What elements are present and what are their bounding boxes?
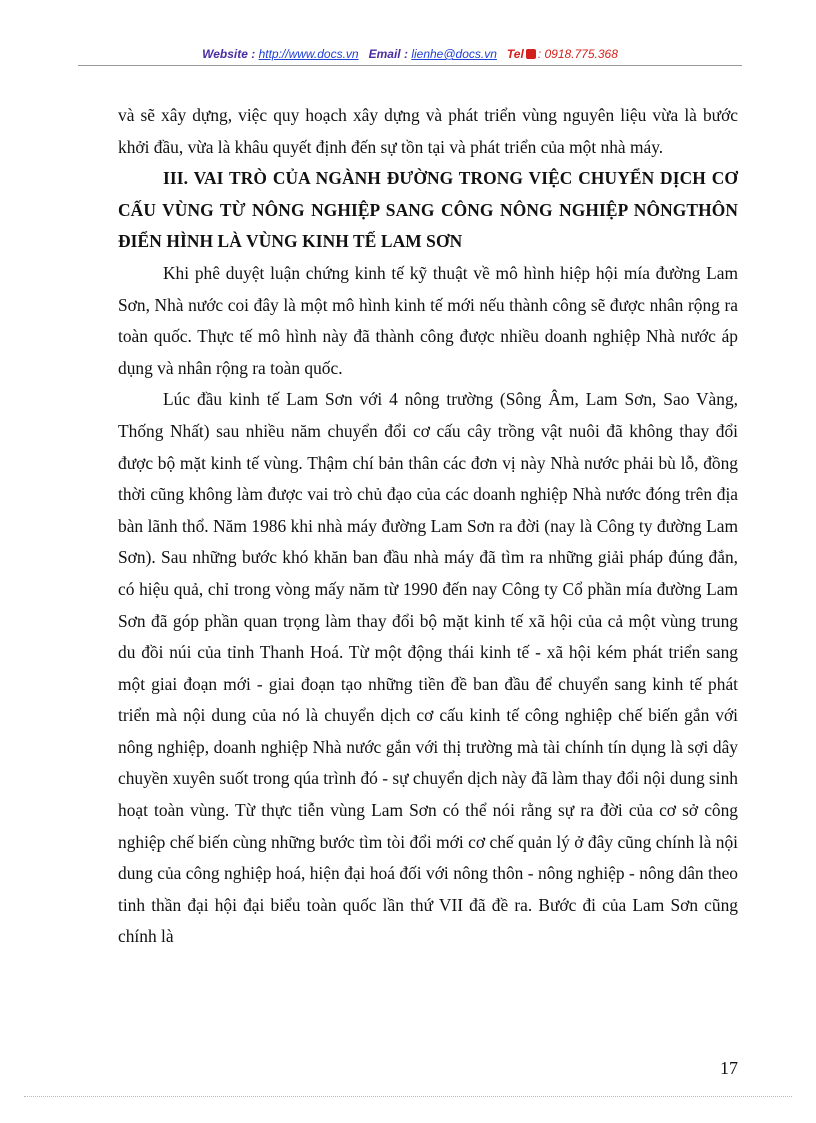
email-link[interactable]: lienhe@docs.vn — [411, 47, 497, 61]
website-label: Website : — [202, 47, 259, 61]
page-header — [78, 47, 742, 61]
tel-number: : 0918.775.368 — [537, 47, 618, 61]
email-separator: : — [400, 47, 412, 61]
paragraph-2: Lúc đầu kinh tế Lam Sơn với 4 nông trường (Sông Âm, Lam Sơn, Sao Vàng, Thống Nhất) sau nhiều năm chuyển đổi cơ cấu cây trồng vật nuôi đã không thay đổi được bộ mặt kinh tế vùng. Thậm chí bản thân các đơn vị này Nhà nước phải bù lỗ, đồng thời cũng không làm được vai trò chủ đạo của các doanh nghiệp Nhà nước đóng trên địa bàn lãnh thổ. Năm 1986 khi nhà máy đường Lam Sơn ra đời (nay là Công ty đường Lam Sơn). Sau những bước khó khăn ban đầu nhà máy đã tìm ra những giải pháp đúng đắn, có hiệu quả, chỉ trong vòng mấy năm từ 1990 đến nay Công ty Cổ phần mía đường Lam Sơn đã góp phần quan trọng làm thay đổi bộ mặt kinh tế xã hội của cả một vùng trung du đồi núi của tỉnh Thanh Hoá. Từ một động thái kinh tế - xã hội kém phát triển sang một giai đoạn mới - giai đoạn tạo những tiền đề ban đầu để chuyển sang kinh tế phát triển mà nội dung của nó là chuyển dịch cơ cấu kinh tế công nghiệp chế biến gắn với nông nghiệp, doanh nghiệp Nhà nước gắn với thị trường mà tài chính tín dụng là sợi dây chuyền xuyên suốt trong qúa trình đó - sự chuyển dịch này đã làm thay đổi nội dung sinh hoạt toàn vùng. Từ thực tiễn vùng Lam Sơn có thể nói rằng sự ra đời của cơ sở công nghiệp chế biến cùng những bước tìm tòi đổi mới cơ chế quản lý ở đây cũng chính là nội dung của công nghiệp hoá, hiện đại hoá đối với nông thôn - nông nghiệp - nông dân theo tinh thần đại hội đại biểu toàn quốc lần thứ VII đã đề ra. Bước đi của Lam Sơn cũng chính là — [118, 389, 738, 947]
email-label: Email — [368, 47, 401, 61]
header-divider — [78, 65, 742, 66]
page-number: 17 — [720, 1058, 738, 1078]
website-link[interactable]: http://www.docs.vn — [258, 47, 359, 61]
section-heading: III. VAI TRÒ CỦA NGÀNH ĐƯỜNG TRONG VIỆC CHUYỂN DỊCH CƠ CẤU VÙNG TỪ NÔNG NGHIỆP SANG CÔNG NÔNG NGHIỆP NÔNGTHÔN ĐIỂN HÌNH LÀ VÙNG KINH TẾ LAM SƠN — [118, 168, 738, 252]
footer-divider — [24, 1096, 792, 1097]
continued-paragraph: và sẽ xây dựng, việc quy hoạch xây dựng và phát triển vùng nguyên liệu vừa là bước khởi đầu, vừa là khâu quyết định đến sự tồn tại và phát triển của một nhà máy. — [118, 105, 738, 157]
body-content — [118, 100, 738, 953]
tel-label: Tel — [506, 47, 524, 61]
paragraph-1: Khi phê duyệt luận chứng kinh tế kỹ thuật về mô hình hiệp hội mía đường Lam Sơn, Nhà nước coi đây là một mô hình kinh tế mới nếu thành công sẽ được nhân rộng ra toàn quốc. Thực tế mô hình này đã thành công được nhiều doanh nghiệp Nhà nước áp dụng và nhân rộng ra toàn quốc. — [118, 262, 738, 378]
phone-icon — [526, 49, 536, 59]
